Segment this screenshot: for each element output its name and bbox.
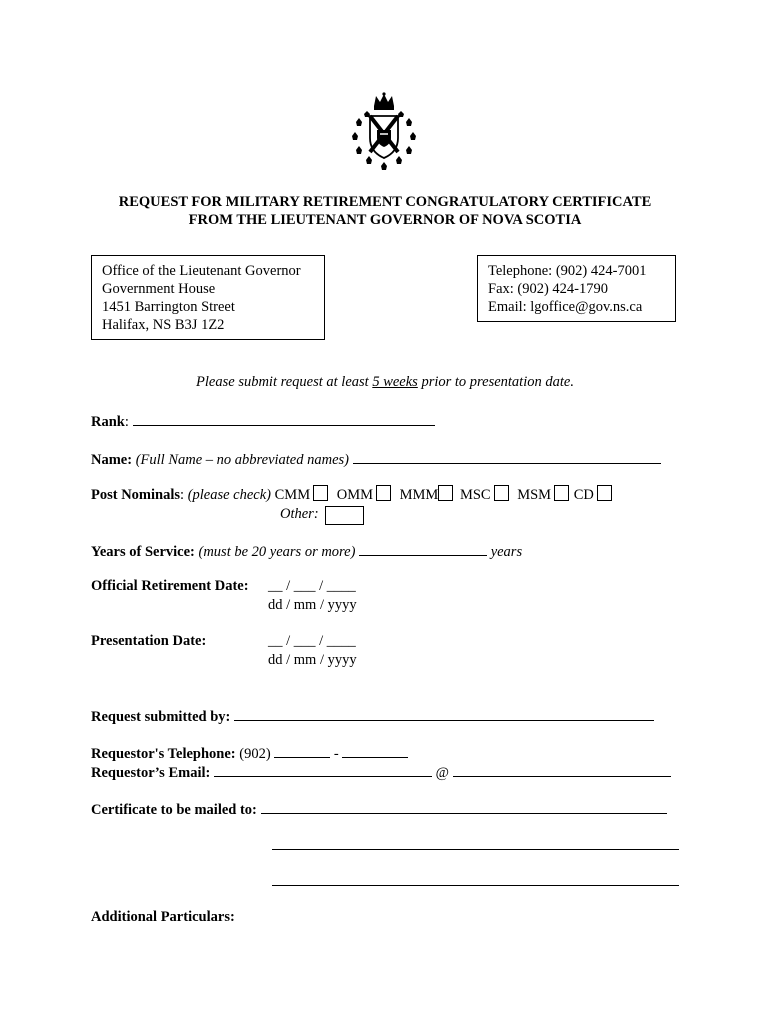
post-nominals-hint: (please check) — [187, 487, 272, 503]
requestor-telephone-row: Requestor's Telephone: (902) - — [91, 743, 408, 763]
option-cd: CD — [573, 487, 594, 503]
mailing-address-field-2[interactable] — [272, 849, 679, 850]
rank-field[interactable] — [133, 411, 435, 426]
checkbox-msm[interactable] — [554, 485, 569, 501]
checkbox-cmm[interactable] — [313, 485, 328, 501]
page-title-line-1: REQUEST FOR MILITARY RETIREMENT CONGRATULATORY CERTIFICATE — [118, 194, 652, 210]
requestor-email-row: Requestor’s Email: @ — [91, 762, 671, 782]
years-of-service-row — [91, 541, 522, 561]
post-nominals-other-label: Other: — [280, 506, 319, 522]
requestor-telephone-area-code: (902) — [239, 746, 271, 762]
checkbox-mmm[interactable] — [438, 485, 453, 501]
additional-particulars-label: Additional Particulars: — [91, 909, 235, 925]
presentation-date-format: dd / mm / yyyy — [268, 652, 357, 668]
requestor-telephone-label: Requestor's Telephone: — [91, 746, 236, 762]
name-row — [91, 449, 661, 469]
requestor-email-user-field[interactable] — [214, 762, 432, 777]
submitted-by-row — [91, 706, 654, 726]
years-suffix: years — [490, 544, 523, 560]
years-of-service-hint: (must be 20 years or more) — [198, 544, 356, 560]
notice-deadline: 5 weeks — [372, 374, 418, 390]
page-title-line-2: FROM THE LIEUTENANT GOVERNOR OF NOVA SCOTIA — [188, 212, 582, 228]
mailing-address-label: Certificate to be mailed to: — [91, 802, 257, 818]
years-of-service-field[interactable] — [359, 541, 487, 556]
retirement-date-field[interactable]: __ / ___ / ____ — [268, 578, 356, 594]
post-nominals-label: Post Nominals — [91, 487, 181, 503]
shield-icon — [370, 116, 398, 158]
rank-label: Rank — [91, 414, 125, 430]
option-msc: MSC — [459, 487, 491, 503]
contact-box — [477, 255, 676, 322]
contact-email: Email: lgoffice@gov.ns.ca — [488, 299, 643, 315]
requestor-telephone-number-field[interactable] — [342, 743, 408, 758]
option-mmm: MMM — [399, 487, 439, 503]
mailing-address-field-3[interactable] — [272, 885, 679, 886]
address-line: Office of the Lieutenant Governor — [102, 263, 301, 279]
office-address-box — [91, 255, 325, 340]
checkbox-cd[interactable] — [597, 485, 612, 501]
option-msm: MSM — [517, 487, 552, 503]
retirement-date-label: Official Retirement Date: — [91, 578, 249, 594]
post-nominals-other-field[interactable] — [325, 506, 364, 525]
requestor-email-label: Requestor’s Email: — [91, 765, 211, 781]
name-label: Name: — [91, 452, 133, 468]
address-line: Government House — [102, 281, 216, 297]
rank-row: Rank: — [91, 411, 435, 431]
submitted-by-label: Request submitted by: — [91, 709, 231, 725]
crown-icon — [374, 92, 394, 110]
checkbox-omm[interactable] — [376, 485, 391, 501]
option-cmm: CMM — [274, 487, 311, 503]
retirement-date-format: dd / mm / yyyy — [268, 597, 357, 613]
years-of-service-label: Years of Service: — [91, 544, 195, 560]
presentation-date-label: Presentation Date: — [91, 633, 207, 649]
submission-notice: Please submit request at least 5 weeks prior to presentation date. — [196, 374, 574, 390]
address-line: Halifax, NS B3J 1Z2 — [102, 317, 225, 333]
crest-emblem — [346, 92, 422, 172]
mailing-address-field-1[interactable] — [261, 799, 667, 814]
requestor-telephone-prefix-field[interactable] — [274, 743, 330, 758]
contact-fax: Fax: (902) 424-1790 — [488, 281, 609, 297]
requestor-email-domain-field[interactable] — [453, 762, 671, 777]
submitted-by-field[interactable] — [234, 706, 654, 721]
option-omm: OMM — [336, 487, 373, 503]
checkbox-msc[interactable] — [494, 485, 509, 501]
post-nominals-row: Post Nominals: (please check) CMM OMM MMM MSC MSM CD — [91, 485, 613, 504]
name-field[interactable] — [353, 449, 661, 464]
mailing-address-row — [91, 799, 667, 819]
address-line: 1451 Barrington Street — [102, 299, 235, 315]
contact-telephone: Telephone: (902) 424-7001 — [488, 263, 647, 279]
name-hint: (Full Name – no abbreviated names) — [135, 452, 349, 468]
presentation-date-field[interactable]: __ / ___ / ____ — [268, 633, 356, 649]
